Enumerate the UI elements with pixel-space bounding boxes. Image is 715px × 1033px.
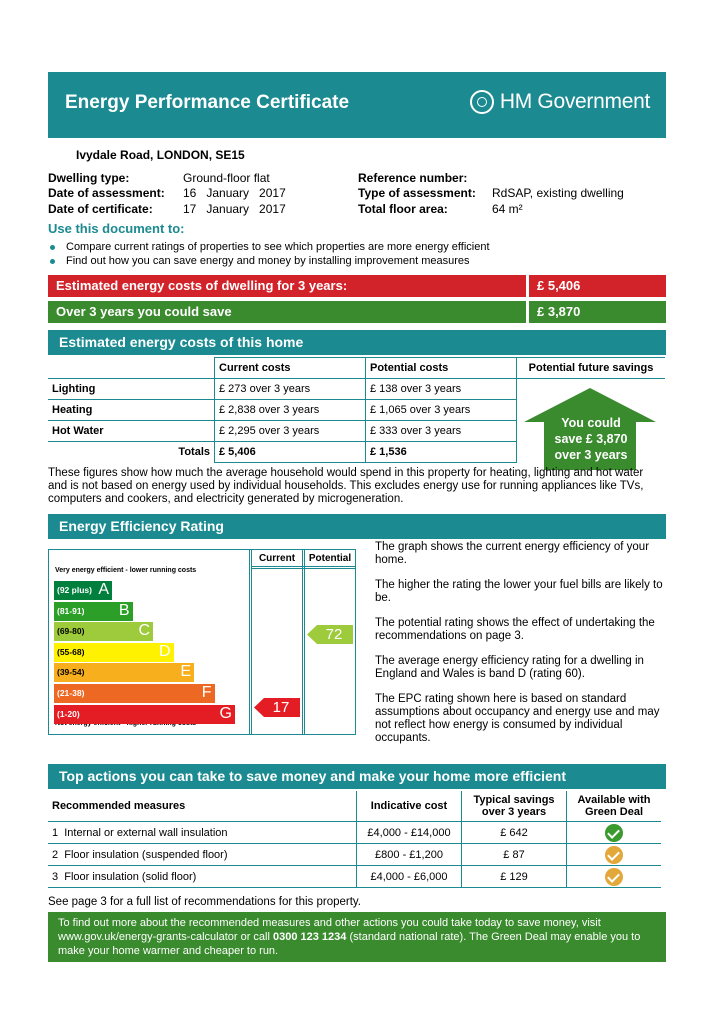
rating-band-c xyxy=(54,622,153,641)
band-range: (39-54) xyxy=(57,667,85,678)
row-label-lighting: Lighting xyxy=(48,379,215,400)
row-label-hot-water: Hot Water xyxy=(48,421,215,442)
tick-icon xyxy=(605,824,623,842)
total-current: £ 5,406 xyxy=(215,442,366,463)
measure-name: Internal or external wall insulation xyxy=(64,826,228,839)
type-assessment-value: RdSAP, existing dwelling xyxy=(492,186,624,200)
hm-government-logo xyxy=(470,90,650,114)
tick-icon xyxy=(605,868,623,886)
page-title: Energy Performance Certificate xyxy=(65,92,350,113)
see-page-note: See page 3 for a full list of recommendations for this property. xyxy=(48,896,361,908)
band-range: (69-80) xyxy=(57,626,85,637)
green-deal-cell xyxy=(567,822,662,844)
footer-text-end: (standard national rate). The Green Deal may enable you to make your home warmer and cheaper to run. xyxy=(58,931,641,957)
band-range: (55-68) xyxy=(57,646,85,657)
hot-water-current: £ 2,295 over 3 years xyxy=(215,421,366,442)
measure-name: Floor insulation (solid floor) xyxy=(64,870,197,883)
arrow-line-3: over 3 years xyxy=(554,448,628,462)
band-range: (1-20) xyxy=(57,708,80,719)
brand-text: HM Government xyxy=(499,90,650,113)
floor-area-value: 64 m² xyxy=(492,202,523,216)
savings-arrow-cell xyxy=(517,379,666,463)
saving-cell: £ 642 xyxy=(462,822,567,844)
rating-paragraph: The EPC rating shown here is based on standard assumptions about occupancy and energy use and may not reflect how energy is consumed by individual occupants. xyxy=(375,693,660,744)
col-green-deal: Available with Green Deal xyxy=(567,791,662,822)
table-row xyxy=(48,844,661,866)
costs-table xyxy=(48,357,665,463)
tick-icon xyxy=(605,846,623,864)
rating-paragraph: The average energy efficiency rating for a dwelling in England and Wales is band D (rating 60). xyxy=(375,655,644,680)
measure-cell xyxy=(48,866,357,888)
potential-rating-value: 72 xyxy=(325,626,343,644)
saving-cell: £ 87 xyxy=(462,844,567,866)
col-cost: Indicative cost xyxy=(357,791,462,822)
rating-col-current: Current xyxy=(258,553,296,564)
use-doc-list xyxy=(48,241,490,269)
rating-top-note: Very energy efficient - lower running costs xyxy=(55,567,197,574)
costs-note: These figures show how much the average household would spend in this property for heating, lighting and hot water and is not based on energy used by individual households. This excludes energy use for running appliances like TVs, computers and cookers, and electricity generated by microgeneration. xyxy=(48,467,644,505)
measure-number: 1 xyxy=(52,826,59,839)
savings-value: £ 3,870 xyxy=(529,301,666,323)
band-letter: D xyxy=(158,642,171,660)
band-letter: C xyxy=(138,622,150,640)
band-range: (81-91) xyxy=(57,605,85,616)
epc-header xyxy=(48,72,666,138)
property-address: Ivydale Road, LONDON, SE15 xyxy=(76,148,245,162)
rating-band-d xyxy=(54,643,174,662)
measure-cell xyxy=(48,822,357,844)
rating-band-g xyxy=(54,705,235,724)
footer-phone: 0300 123 1234 xyxy=(273,931,347,943)
list-item: Compare current ratings of properties to see which properties are more energy efficient xyxy=(48,241,490,255)
savings-arrow-text xyxy=(517,415,665,463)
col-potential-costs: Potential costs xyxy=(366,358,517,379)
rating-explanation xyxy=(375,541,665,745)
arrow-line-1: You could xyxy=(561,416,621,430)
actions-table xyxy=(48,791,661,888)
current-rating-pointer xyxy=(254,698,300,717)
date-certificate-label: Date of certificate: xyxy=(48,202,153,216)
rating-paragraph: The potential rating shows the effect of undertaking the recommendations on page 3. xyxy=(375,617,655,642)
cost-cell: £800 - £1,200 xyxy=(357,844,462,866)
type-assessment-label: Type of assessment: xyxy=(358,186,476,200)
use-doc-heading: Use this document to: xyxy=(48,221,185,236)
date-certificate-value: 17 January 2017 xyxy=(183,202,286,216)
potential-rating-pointer xyxy=(307,625,353,644)
reference-label: Reference number: xyxy=(358,171,468,185)
measure-name: Floor insulation (suspended floor) xyxy=(64,848,228,861)
rating-band-b xyxy=(54,602,133,621)
arrow-line-2: save £ 3,870 xyxy=(554,432,628,446)
actions-heading: Top actions you can take to save money and make your home more efficient xyxy=(48,764,666,789)
rating-paragraph: The graph shows the current energy efficiency of your home. xyxy=(375,541,650,566)
col-savings: Typical savings over 3 years xyxy=(462,791,567,822)
measure-number: 2 xyxy=(52,848,59,861)
estimated-cost-bar: Estimated energy costs of dwelling for 3 years: xyxy=(48,275,526,297)
measure-number: 3 xyxy=(52,870,59,883)
blank-cell xyxy=(48,358,215,379)
row-label-heating: Heating xyxy=(48,400,215,421)
rating-paragraph: The higher the rating the lower your fuel bills are likely to be. xyxy=(375,579,663,604)
estimated-cost-value: £ 5,406 xyxy=(529,275,666,297)
rating-heading: Energy Efficiency Rating xyxy=(48,514,666,539)
band-letter: B xyxy=(118,601,130,619)
rating-band-e xyxy=(54,663,194,682)
dwelling-type-label: Dwelling type: xyxy=(48,171,130,185)
lighting-potential: £ 138 over 3 years xyxy=(366,379,517,400)
heating-current: £ 2,838 over 3 years xyxy=(215,400,366,421)
lighting-current: £ 273 over 3 years xyxy=(215,379,366,400)
green-deal-footer xyxy=(48,912,666,962)
savings-bar: Over 3 years you could save xyxy=(48,301,526,323)
table-row xyxy=(48,866,661,888)
dwelling-type-value: Ground-floor flat xyxy=(183,171,270,185)
date-assessment-value: 16 January 2017 xyxy=(183,186,286,200)
rating-band-a xyxy=(54,581,112,600)
band-letter: A xyxy=(98,581,109,598)
col-current-costs: Current costs xyxy=(215,358,366,379)
list-item: Find out how you can save energy and money by installing improvement measures xyxy=(48,255,490,269)
crest-icon xyxy=(470,90,494,114)
date-assessment-label: Date of assessment: xyxy=(48,186,165,200)
heating-potential: £ 1,065 over 3 years xyxy=(366,400,517,421)
band-range: (21-38) xyxy=(57,688,85,698)
footer-text: To find out more about the recommended measures and other actions you could take today to save money, visit www.gov.uk/energy-grants-calculator or call xyxy=(58,917,601,943)
band-range: (92 plus) xyxy=(57,585,92,595)
rating-col-potential: Potential xyxy=(308,553,352,564)
rating-chart xyxy=(48,549,356,735)
current-rating-value: 17 xyxy=(272,698,290,716)
green-deal-cell xyxy=(567,866,662,888)
floor-area-label: Total floor area: xyxy=(358,202,448,216)
totals-label: Totals xyxy=(48,442,215,463)
table-row xyxy=(48,822,661,844)
col-future-savings: Potential future savings xyxy=(517,358,666,379)
band-letter: F xyxy=(201,684,212,701)
green-deal-cell xyxy=(567,844,662,866)
hot-water-potential: £ 333 over 3 years xyxy=(366,421,517,442)
band-letter: G xyxy=(219,704,232,722)
costs-heading: Estimated energy costs of this home xyxy=(48,330,666,355)
rating-band-f xyxy=(54,684,215,703)
col-measures: Recommended measures xyxy=(48,791,357,822)
band-letter: E xyxy=(180,663,191,681)
measure-cell xyxy=(48,844,357,866)
cost-cell: £4,000 - £14,000 xyxy=(357,822,462,844)
saving-cell: £ 129 xyxy=(462,866,567,888)
cost-cell: £4,000 - £6,000 xyxy=(357,866,462,888)
total-potential: £ 1,536 xyxy=(366,442,517,463)
